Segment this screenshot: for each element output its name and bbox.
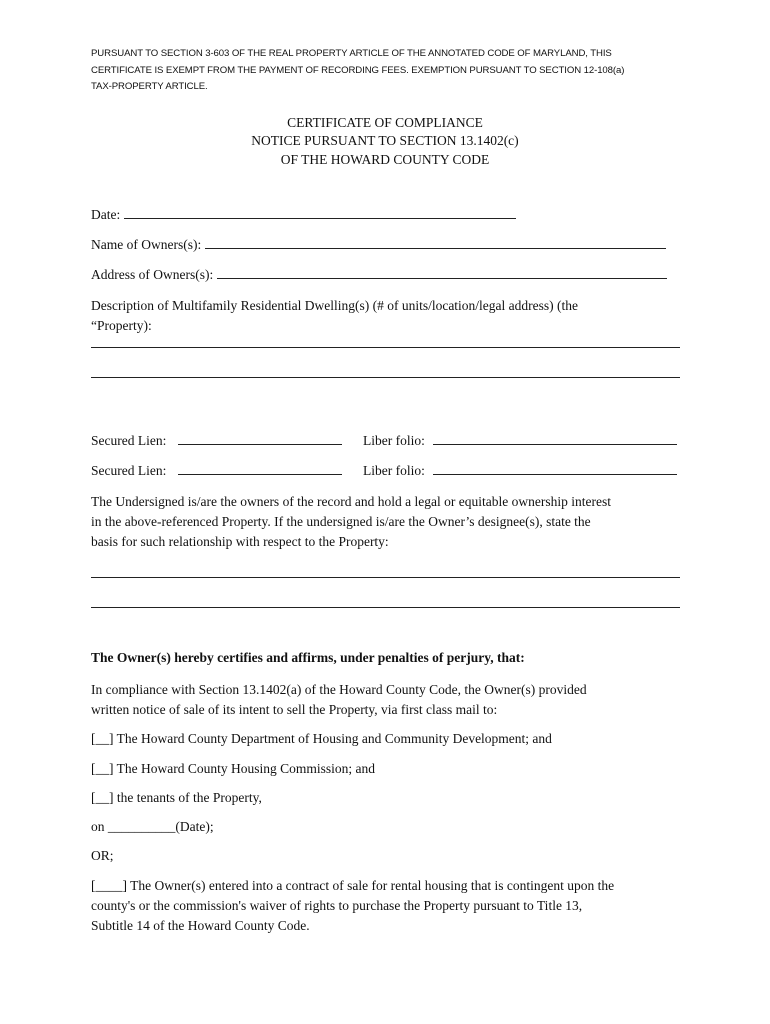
secured-lien-blank-1[interactable] — [178, 433, 342, 445]
header-line-1: PURSUANT TO SECTION 3-603 OF THE REAL PROPERTY ARTICLE OF THE ANNOTATED CODE OF MARYLAND, THIS — [91, 48, 612, 59]
compliance-line-2: written notice of sale of its intent to sell the Property, via first class mail to: — [91, 702, 498, 717]
header-line-2: CERTIFICATE IS EXEMPT FROM THE PAYMENT OF RECORDING FEES. EXEMPTION PURSUANT TO SECTION 12-108(a) — [91, 64, 625, 76]
secured-lien-field-2 — [91, 463, 342, 479]
contract-line-1[interactable]: [____] The Owner(s) entered into a contract of sale for rental housing that is contingent upon the — [91, 878, 615, 893]
ownership-statement — [91, 492, 686, 552]
date-blank[interactable] — [124, 207, 516, 219]
document-title: CERTIFICATE OF COMPLIANCE — [287, 115, 483, 130]
property-description — [91, 296, 686, 336]
liber-folio-label: Liber folio: — [363, 433, 425, 448]
secured-lien-label: Secured Lien: — [91, 433, 167, 448]
address-field — [91, 267, 667, 283]
description-line-2: “Property): — [91, 318, 152, 333]
notice-item-tenants[interactable]: [__] the tenants of the Property, — [91, 790, 262, 805]
document-subtitle: NOTICE PURSUANT TO SECTION 13.1402(c) — [251, 133, 519, 148]
compliance-statement — [91, 680, 686, 720]
liber-folio-field-1 — [363, 433, 677, 449]
contract-line-2: county's or the commission's waiver of rights to purchase the Property pursuant to Title 13, — [91, 898, 583, 913]
description-blank-line-2[interactable] — [91, 377, 680, 378]
secured-lien-field-1 — [91, 433, 342, 449]
contract-line-3: Subtitle 14 of the Howard County Code. — [91, 918, 310, 933]
secured-lien-label: Secured Lien: — [91, 463, 167, 478]
liber-folio-blank-2[interactable] — [433, 463, 677, 475]
owners-blank[interactable] — [205, 237, 666, 249]
address-blank[interactable] — [217, 267, 667, 279]
compliance-line-1: In compliance with Section 13.1402(a) of the Howard County Code, the Owner(s) provided — [91, 682, 587, 697]
liber-folio-field-2 — [363, 463, 677, 479]
header-line-3: TAX-PROPERTY ARTICLE. — [91, 81, 208, 92]
relationship-blank-line-2[interactable] — [91, 607, 680, 608]
owners-field — [91, 237, 666, 253]
secured-lien-blank-2[interactable] — [178, 463, 342, 475]
liber-folio-blank-1[interactable] — [433, 433, 677, 445]
description-line-1: Description of Multifamily Residential Dwelling(s) (# of units/location/legal address) (the — [91, 298, 579, 313]
notice-date-field[interactable]: on __________(Date); — [91, 819, 214, 834]
address-label: Address of Owners(s): — [91, 267, 214, 282]
ownership-line-1: The Undersigned is/are the owners of the record and hold a legal or equitable ownership interest — [91, 494, 611, 509]
date-field — [91, 207, 516, 223]
relationship-blank-line-1[interactable] — [91, 577, 680, 578]
recording-fee-exemption-notice — [91, 46, 691, 96]
contract-statement — [91, 876, 686, 936]
date-label: Date: — [91, 207, 121, 222]
description-blank-line-1[interactable] — [91, 347, 680, 348]
ownership-line-2: in the above-referenced Property. If the undersigned is/are the Owner’s designee(s), state the — [91, 514, 591, 529]
or-separator: OR; — [91, 848, 114, 863]
notice-item-housing-commission[interactable]: [__] The Howard County Housing Commission; and — [91, 761, 375, 776]
certification-heading: The Owner(s) hereby certifies and affirms, under penalties of perjury, that: — [91, 650, 525, 665]
liber-folio-label: Liber folio: — [363, 463, 425, 478]
owners-label: Name of Owners(s): — [91, 237, 202, 252]
notice-item-housing-department[interactable]: [__] The Howard County Department of Housing and Community Development; and — [91, 731, 552, 746]
ownership-line-3: basis for such relationship with respect to the Property: — [91, 534, 389, 549]
document-subtitle-county: OF THE HOWARD COUNTY CODE — [280, 152, 490, 167]
